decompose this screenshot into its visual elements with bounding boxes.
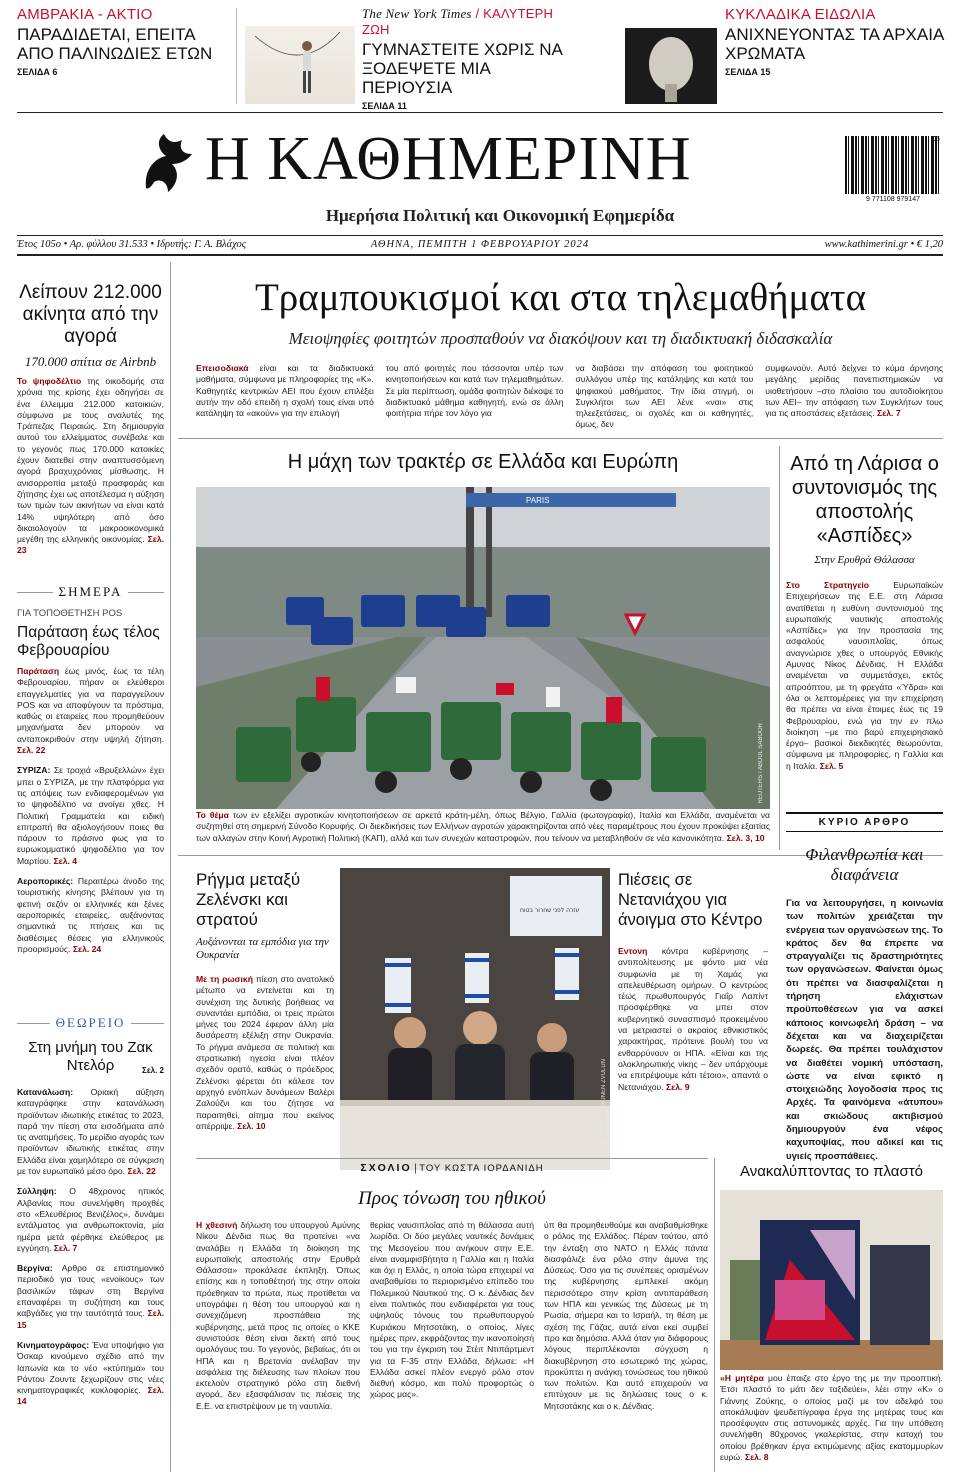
netanyahu-headline: Πιέσεις σε Νετανιάχου για άνοιγμα στο Κέντρο <box>618 871 763 929</box>
theoreio-item-ref: Σελ. 14 <box>17 1385 164 1407</box>
griffin-logo <box>138 128 198 198</box>
teaser-kicker: ΚΥΚΛΑΔΙΚΑ ΕΙΔΩΛΙΑ <box>725 6 876 23</box>
netanyahu-story[interactable] <box>618 870 768 1130</box>
netanyahu-body <box>618 946 768 1130</box>
lead-col-4-text: συμφωνούν. Αυτό δείχνει το κύμα άρνησης μεγάλης μερίδας πανεπιστημιακών να υιοθετήσουν –στο πλαίσιο του αυτοδιοίκητου των ΑΕΙ– την απόφαση των Συγκλήτων τους για τις αποστάσεις εξετάσεις. <box>765 363 943 419</box>
housing-ref: Σελ. 23 <box>17 534 165 556</box>
teaser-2-photo <box>245 26 355 104</box>
teaser-page: ΣΕΛΙΔΑ 15 <box>725 67 771 77</box>
simera-item-key: ΣΥΡΙΖΑ: <box>17 765 54 776</box>
lead-ref: Σελ. 7 <box>877 408 901 419</box>
left-column-divider <box>170 262 171 1472</box>
comment-col-1-text: δήλωση του υπουργού Αμύνης Νίκου Δένδια πως θα προτείνει «να αναλάβει η Ελλάδα τη διοίκηση της ευρωπαϊκής αποστολής στην Ερυθρά Θάλασσα» προκάλεσε έκπληξη. Όπως επίσης και η τοποθέτησή της στην οποία πρόεθηκαν τα πρώτα, πως προτίθεται να υπογράψει η θέση του υπουργού και η συνεχιζόμενη προσπάθεια της κυβέρνησης, μετά προς τις οποίες ο ΚΚΕ συνιστούσε θέση είναι δεκτή από τους ομολόγους του. Το γεγονός, βεβαίως, ότι οι ΗΠΑ και η Βρετανία ανέλαβαν την ασφάλεια της διέλευσης των πλοίων που εκτελούν στρατηγικό ρόλο στη διεθνή αγορά, δεν εξασφάλισαν τις πιέσεις της Ε.Ε. να επιστρέψουν με τη ναυτιλία. <box>196 1220 360 1411</box>
theoreio-item-ref: Σελ. 7 <box>53 1242 78 1253</box>
theoreio-item-text: Ο 48χρονος ηπικός Αλβανίας που συνελήφθη προχθές στο «Ελευθέριος Βενιζέλος», δυνάμει εντάλματος για ανθρωποκτονία, μία ημέρα μετά φέρθηκε ελεύθερος με εγγύηση. <box>17 1186 164 1253</box>
teaser-1[interactable] <box>17 6 227 106</box>
masthead-title: Η ΚΑΘΗΜΕΡΙΝΗ <box>205 125 692 193</box>
teaser-headline: ΑΝΙΧΝΕΥΟΝΤΑΣ ΤΑ ΑΡΧΑΙΑ ΧΡΩΜΑΤΑ <box>725 25 944 63</box>
plastic-body <box>720 1373 943 1473</box>
comment-col-1 <box>196 1220 360 1472</box>
editorial[interactable] <box>786 845 943 1162</box>
theoreio-item-ref: Σελ. 15 <box>17 1308 164 1330</box>
netanyahu-text: κόντρα κυβέρνησης – αντιπολίτευσης με φόντο μια νέα συμφωνία με τη Χαμάς για απελευθέρωση ομήρων. Ο κεντρώος τέως πρωθυπουργός Γιαΐρ Λαπίντ προσφέρθηκε να μπει στον κυβερνητικό συνασπισμό προκειμένου να μετριαστεί ο ακραίος εθνικιστικός χαρακτήρας, πρότεινε βουλή του να ενθαρρύνουν οι ΗΠΑ. «Είναι και της ολοκληρωτικής νίκης – δεν υπάρχουμε να επιτρέψουμε κάτι τέτοιο», απαντά ο Νετανιάχου. <box>618 946 768 1092</box>
theoreio-label: ΘΕΩΡΕΙΟ <box>55 1015 126 1030</box>
simera-item[interactable] <box>17 876 164 955</box>
netanyahu-ref: Σελ. 9 <box>666 1081 690 1092</box>
lead-subhead: Μειοψηφίες φοιτητών προσπαθούν να διακόψουν και τη διαδικτυακή διδασκαλία <box>288 329 833 348</box>
lead-col-1 <box>196 363 374 425</box>
teaser-kicker-text: / ΚΑΛΥΤΕΡΗ ΖΩΗ <box>362 6 554 37</box>
theoreio-item[interactable] <box>17 1340 164 1408</box>
simera-label-row <box>17 584 164 600</box>
lead-col-2-text: του από φοιτητές που τάσσονται υπέρ των κινητοποιήσεων και κατά των τηλεμαθημάτων. Σε μία περίπτωση, ομάδα φοιτητών διέκοψε το διαδικτυακό μάθημα καθηγητή, ενώ σε άλλη φοιτήτρια πήρε τον λόγο για <box>385 363 564 419</box>
zelensky-ref: Σελ. 10 <box>237 1120 266 1131</box>
comment-col-2 <box>370 1220 534 1472</box>
simera-label: ΣΗΜΕΡΑ <box>58 584 123 599</box>
lead-col-1-text: είναι και τα διαδικτυακά μαθήματα, σύμφωνα με πληροφορίες της «Κ». Καθηγητές κεντρικών ΑΕΙ που έχουν επιλέξει αυτήν την οδό επειδή η σχολή τους είναι υπό κατάληψη τα «ακούν» για την επιλογή <box>196 363 374 419</box>
larisa-story[interactable] <box>786 452 943 771</box>
comment-sep: | <box>414 1163 420 1174</box>
theoreio-item-text: Οριακή αύξηση καταγράφηκε στην κατανάλωση προϊόντων ιδιωτικής ετικέτας το 2023, παρά την πίεση στα εισοδήματα από τις ανατιμήσεις. Το μερίδιο αγοράς των προϊόντων ιδιωτικής ετικέτας στην Ελλάδα είναι χαμηλότερο σε σύγκριση με τον ευρωπαϊκό μέσο όρο. <box>17 1087 164 1177</box>
lead-col-2 <box>386 363 564 425</box>
tractors-photo-credit: REUTERS / ABDUL SABOOR <box>758 722 764 803</box>
netanyahu-photo <box>340 868 610 1170</box>
pos-lead-word: Παράταση <box>17 666 60 676</box>
theoreio-item-ref: Σελ. 22 <box>127 1166 156 1177</box>
tractors-headline[interactable]: Η μάχη των τρακτέρ σε Ελλάδα και Ευρώπη <box>287 451 679 473</box>
theoreio-item-text: Ένα υποψήφιο για Όσκαρ κινούμενο σχέδιο από την Ιαπωνία και το νέο «κτύπημα» του Ράντου Ζουντε ξεχωρίζουν στις νέες κινηματογραφικές κυκλοφορίες. <box>17 1339 164 1396</box>
dateline-right: www.kathimerini.gr • € 1,20 <box>824 239 943 250</box>
theoreio-items <box>17 1087 164 1408</box>
simera-item-ref: Σελ. 24 <box>72 943 102 954</box>
dateline-bottom-rule <box>17 254 943 256</box>
comment-headline[interactable]: Προς τόνωση του ηθικού <box>358 1188 546 1209</box>
housing-text: της οικοδομής στα χρόνια της κρίσης έχει οδηγήσει σε ένα έλλειμμα 212.000 κατοικιών, σύμφωνα με τους αναλυτές της Τράπεζας Πειραιώς. Στη δημιουργία αυτού του ελλείμματος συνέβαλε και το γεγονός πως 170.000 κατοικίες έχουν διατεθεί στην αναπτυσσόμενη αγορά βραχυχρόνιας μίσθωσης. Η ανισορροπία μεταξύ προσφοράς και ζήτησης έχει ως αποτέλεσμα η αύξηση των τιμών των ακινήτων να είναι κατά 14% υψηλότερη από όσο δικαιολογούν τα μακροοικονομικά μεγέθη της ελληνικής οικονομίας. <box>17 376 164 545</box>
theoreio-label-row <box>17 1015 164 1031</box>
netanyahu-photo-credit: REUTERS / RONEN ZVULUN <box>601 1058 607 1140</box>
delors-ref: Σελ. 2 <box>142 1066 164 1075</box>
simera-item-key: Αερoπορικές: <box>17 876 78 887</box>
simera-section <box>17 584 164 964</box>
larisa-subhead: Στην Ερυθρά Θάλασσα <box>814 554 915 566</box>
screen-text: עזרה לפני שחרור בטוח <box>520 907 580 914</box>
teaser-3[interactable] <box>725 6 945 106</box>
lead-col-4 <box>765 363 943 425</box>
dateline-center: ΑΘΗΝΑ, ΠΕΜΠΤΗ 1 ΦΕΒΡΟΥΑΡΙΟΥ 2024 <box>370 239 590 250</box>
netanyahu-lead-word: Εντονη <box>618 946 648 956</box>
zelensky-story[interactable] <box>196 870 334 1142</box>
plastic-ref: Σελ. 8 <box>744 1452 769 1463</box>
editorial-headline: Φιλανθρωπία και διαφάνεια <box>805 845 924 884</box>
pos-kicker: ΓΙΑ ΤΟΠΟΘΕΤΗΣΗ POS <box>17 608 123 619</box>
teaser-3-photo <box>625 28 717 104</box>
comment-body <box>196 1220 708 1472</box>
plastic-divider <box>714 1158 715 1472</box>
pos-body <box>17 666 164 756</box>
comment-top-rule <box>196 1158 708 1159</box>
barcode <box>845 136 941 208</box>
lead-headline[interactable]: Τραμπουκισμοί και στα τηλεμαθήματα <box>254 276 867 319</box>
theoreio-item-key: Βεργίνα: <box>17 1263 62 1274</box>
editorial-label-box <box>786 812 943 832</box>
teaser-kicker: ΑΜΒΡΑΚΙΑ - ΑΚΤΙΟ <box>17 6 153 23</box>
housing-story[interactable] <box>17 282 164 568</box>
housing-body <box>17 376 164 568</box>
nyt-brand: The New York Times <box>362 6 472 21</box>
housing-lead-word: Το ψηφοδέλτιο <box>17 376 82 386</box>
tractors-lead-word: Το θέμα <box>196 810 229 820</box>
comment-col-2-text: θερίας ναυσιπλοΐας από τη θάλασσα αυτή λωρίδα. Οι δύο μεγάλες ναυτικές δυνάμεις της Μεσογείου που ανήκουν στην Ε.Ε. είναι αναμφισβήτητα η Γαλλία και η Ιταλία και όχι η Ελλάς, η οποία τώρα επιχειρεί να αναβαθμίσει το περιορισμένο επίπεδο του Πολεμικού Ναυτικού της. Ο κ. Δένδιας δεν είναι πολιτικός που ενδιαφέρεται για τους υψηλούς τόνους του πρωθυπουργού Κυριάκου Μητσοτάκη, ο οποίος, λίγες ημέρες πριν, εκφράζοντας την ικανοποίησή του για την έγκριση του Στέιτ Ντιπάρτμεντ για τα F-35 στην Ελλάδα, δήλωσε: «Η Ελλάδα ασκεί πλέον ενεργό ρόλο στον διεθνή κόσμο, και πολύ προφορτώς ο χώρος μας». <box>370 1220 534 1400</box>
comment-col-3 <box>544 1220 708 1472</box>
theoreio-item-key: Κατανάλωση: <box>17 1087 91 1097</box>
larisa-lead-word: Στο Στρατηγείο <box>786 580 870 590</box>
teaser-page: ΣΕΛΙΔΑ 6 <box>17 67 58 77</box>
pos-text: έως μινός, έως τα τέλη Φεβρουαρίου, πήραν οι ελεύθεροι επαγγελματίες για να παραγγείλουν POS και να αποφύγουν τα πρόστιμα, καθώς οι εταιρείες που προμηθεύουν μηχανήματα δεν μπορούν να ανταποκριθούν στην υψηλή ζήτηση. <box>17 666 164 744</box>
teaser-headline: ΓΥΜΝΑΣΤΕΙΤΕ ΧΩΡΙΣ ΝΑ ΞΟΔΕΨΕΤΕ ΜΙΑ ΠΕΡΙΟΥΣΙΑ <box>362 40 562 97</box>
housing-headline: Λείπουν 212.000 ακίνητα από την αγορά <box>19 282 162 347</box>
plastic-headline[interactable]: Ανακαλύπτοντας το πλαστό <box>740 1163 923 1180</box>
zelensky-lead-word: Με τη ρωσική <box>196 974 253 984</box>
theoreio-section <box>17 1015 164 1417</box>
comment-label-row <box>196 1162 708 1174</box>
plastic-lead-word: «Η μητέρα <box>720 1373 764 1383</box>
theoreio-item[interactable] <box>17 1087 164 1177</box>
dateline-top-rule <box>17 235 943 236</box>
larisa-headline: Από τη Λάρισα ο συντονισμός της αποστολής «Ασπίδες» <box>790 453 939 547</box>
teaser-bottom-rule <box>17 112 943 113</box>
larisa-body <box>786 580 943 771</box>
theoreio-item[interactable] <box>17 1263 164 1331</box>
tractors-photo <box>196 487 770 809</box>
theoreio-item-text: Αρθρο σε επιστημονικό περιοδικό για τους «ενοίκους» των βασιλικών τάφων στη Βεργίνα επαναφέρει τη συζήτηση και τους καβγάδες για την ταυτότητά τους. <box>17 1263 164 1319</box>
road-sign-text: PARIS <box>526 496 550 505</box>
comment-lead-word: Η χθεσινή <box>196 1220 238 1230</box>
lead-lead-word: Επεισοδιακά <box>196 363 249 373</box>
plastic-photo <box>720 1190 943 1370</box>
housing-subhead: 170.000 σπίτια σε Airbnb <box>24 354 157 369</box>
delors-headline: Στη μνήμη του Ζακ Ντελόρ <box>28 1039 153 1074</box>
lead-bottom-rule <box>178 438 943 439</box>
simera-item-text: Σε τροχιά «Βρυξελλών» έχει μπει ο ΣΥΡΙΖΑ, με την πλατφόρμα για τις απόψεις των ενδιαφερομένων για το ψηφοδέλτιο να ανοίγει χθες. Η Πολιτική Γραμματεία και ειδική επιτροπή θα αξιολογήσουν ποιες θα πάρουν το πράσινο φως για το ευρωκομματικό ψηφοδέλτιο για τον Μαρτίου. <box>17 765 164 866</box>
tractors-caption <box>196 810 770 846</box>
pos-ref: Σελ. 22 <box>17 745 46 756</box>
masthead-subtitle: Ημερήσια Πολιτική και Οικονομική Εφημερίδα <box>325 206 675 225</box>
pos-headline[interactable]: Παράταση έως τέλος Φεβρουαρίου <box>17 624 160 659</box>
teaser-divider <box>236 8 237 104</box>
lead-col-3 <box>575 363 754 430</box>
zelensky-text: πίεση στο ανατολικό μέτωπο να εντείνεται και τη συνέχιση της δυτικής βοήθειας να συναντάει εμπόδια, οι τρεις πρώτοι μήνες του 2024 έφεραν άλλη μία δυσάρεστη εξέλιξη στην Ουκρανία. Το ρήγμα ανάμεσα σε πολιτική και στρατιωτική ηγεσία είναι πλέον σχεδόν ορατό, καθώς ο πρόεδρος Ζελένσκι φέρεται ότι κάλεσε τον αρχηγό ενόπλων δυνάμεων Βαλέρι Ζαλούζνι και του ζήτησε να παραιτηθεί, αίτημα που εκείνος απέρριψε. <box>196 974 335 1131</box>
plastic-text: μου έπαιζε στο έργο της με την προοπτική. Έτσι πλαστό το μάτι δεν ταξιδεύει», λέει στην «Κ» ο Γιάννης Ζούκης, ο οποίος μαζί με τον αδελφό του αποκάλυψαν ψευδεπίγραφα έργα της μητέρας τους και προσέφυγαν στις αστυνομικές αρχές. Για την υπόθεση συνελήφθη 80χρονος γκαλερίστας, στην κατοχή του οποίου βρέθηκαν έργα εκτιμώμενης αξίας εκατομμυρίων ευρώ. <box>720 1373 943 1463</box>
simera-item-ref: Σελ. 4 <box>53 855 78 866</box>
lead-body <box>196 363 943 430</box>
tractors-caption-text: των εν εξελίξει αγροτικών κινητοποιήσεων σε αρκετά κράτη-μέλη, όπως Βέλγιο, Γαλλία (φωτογραφία), Ιταλία και Ελλάδα, αναμένεται να συζητηθεί στη σημερινή Σύνοδο Κορυφής. Οι διεκδικήσεις των Ελλήνων αγροτών χαρακτηρίζονται από νέες παραμέτρους που έχουν προκύψει εξαιτίας των αλλαγών στην Κοινή Αγροτική Πολιτική (ΚΑΠ), αλλά και των συνεχών καταστροφών, που τείνουν να μεταβληθούν σε νέα κανονικότητα. <box>196 810 771 843</box>
barcode-bars <box>845 136 941 194</box>
delors-story[interactable] <box>17 1039 164 1075</box>
theoreio-item-key: Σύλληψη: <box>17 1186 70 1197</box>
larisa-ref: Σελ. 5 <box>819 760 844 771</box>
zelensky-subhead: Αυξάνονται τα εμπόδια για την Ουκρανία <box>196 936 329 961</box>
barcode-number: 9 771108 979147 <box>866 196 920 203</box>
simera-item-text: Περαιτέρω άνοδο της τουριστικής κίνησης βλέπουν για τη φετινή σεζόν οι ελληνικές και ξένες αεροπορικές εταιρείες, αυξάνοντας σημαντικά τις πτήσεις και τις διαθέσιμες θέσεις για ελληνικούς προορισμούς. <box>17 876 164 954</box>
comment-author: ΤΟΥ ΚΩΣΤΑ ΙΟΡΔΑΝΙΔΗ <box>419 1163 544 1174</box>
teaser-kicker <box>362 6 572 37</box>
zelensky-headline: Ρήγμα μεταξύ Ζελένσκι και στρατού <box>196 870 301 929</box>
teaser-headline: ΠΑΡΑΔΙΔΕΤΑΙ, ΕΠΕΙΤΑ ΑΠΟ ΠΑΛΙΝΩΔΙΕΣ ΕΤΩΝ <box>17 25 213 63</box>
zelensky-body <box>196 974 334 1142</box>
right-column-divider <box>779 446 780 850</box>
simera-items <box>17 765 164 955</box>
editorial-label: ΚΥΡΙΟ ΑΡΘΡΟ <box>818 817 911 828</box>
dateline-left: Έτος 105ο • Αρ. φύλλου 31.533 • Ιδρυτής: Γ. Α. Βλάχος <box>17 239 247 250</box>
teaser-page: ΣΕΛΙΔΑ 11 <box>362 101 407 111</box>
teaser-2[interactable] <box>362 6 572 111</box>
tractors-ref: Σελ. 3, 10 <box>726 832 765 843</box>
simera-item[interactable] <box>17 765 164 867</box>
comment-col-3-text: ύπ θα προμηθευθούμε και αναβαθμίσθηκε ο ρόλος της Ελλάδος. Πέραν τούτου, από την ένταξη στο ΝΑΤΟ η Ελλάς πάντα διασφάλιζε ένα ρόλο στην άμυνα της Δύσεως. Όσο για τις συνέπειες ορισμένων της κυβέρνησης εμπλεκεί ακόμη περισσότερο στην κρίση αντιπαράθεση των ΗΠΑ και γενικώς της Δύσεως με τη Ρωσία, σήμερα και το Ισραήλ, τη θέση με σχέση της Γάζας, αυτά είναι εκεί συμβεί προ και δημόσια. Αλλά όταν για διάφορους λόγους περιπλέκονται σύγχυση η διακυβέρνηση στο εσωτερικό της χώρας, προκύπτει η ανάγκη τονώσεως του ηθικού των πολιτών. Και αυτό επιχειρούν να επιτύχουν με τις δηλώσεις τους ο κ. Μητσοτάκης και ο κ. Δένδιας. <box>544 1220 708 1411</box>
lead-col-3-text: να διαβάσει την απόφαση του φοιτητικού συλλόγου υπέρ της κατάληψης και κατά του ψηφιακού μαθήματος. Την ίδια στιγμή, οι Συγκλήτοι των ΑΕΙ λένε «ναι» στις τηλεεξετάσεις, οι σχολές και οι καθηγητές, όμως, δεν <box>575 363 754 430</box>
comment-label: ΣΧΟΛΙΟ <box>360 1162 412 1174</box>
theoreio-item[interactable] <box>17 1186 164 1254</box>
theoreio-item-key: Κινηματογράφος: <box>17 1339 93 1350</box>
editorial-body: Για να λειτουργήσει, η κοινωνία των πολιτών χρειάζεται την ενέργεια των οργανώσεων της. Το κράτος δεν θα έπρεπε να στραγγαλίζει τις δραστηριότητες των οργανώσεων. Φαίνεται όμως ότι πρέπει να διασφαλίζεται η τήρηση ελάχιστων προϋποθέσεων για να ασκεί κάποιος κοινωφελή δράση – να δέχεται και να διαχειρίζεται δωρεές. Θα πρέπει τουλάχιστον να διαθέτει νομική υπόσταση, ώστε να είναι εφικτό η στοιχειώδης λογοδοσία προς τις Αρχές. Τα φαινόμενα «άτυπου» και σκιώδους ακτιβισμού δημιουργούν ένα νέφος καχυποψίας, που αδικεί και τις υγιείς προσπάθειες. <box>786 898 943 1162</box>
barcode-issue: 05 <box>932 136 940 143</box>
larisa-text: Ευρωπαϊκών Επιχειρήσεων της Ε.Ε. στη Λάρισα ανατίθεται η ευθύνη συντονισμού της ευρωπαϊκής ναυτικής αποστολής «Ασπίδες» για την προστασία της ασφαλούς ναυσιπλοΐας, όπως αναγνώρισε χθες ο υπουργός Εθνικής Αμυνας Νίκος Δένδιας. Η Ελλάδα αναμένεται να συμμετάσχει, εκτός απροόπτου, με τη φρεγάτα «Ύδρα» και όλα οι λεπτομέρειες για την επιχείρηση θα πρέπει να είναι έτοιμες έως τις 19 Φεβρουαρίου, ενώ για την εν πλω διοίκηση –με πιο βαρύ επιχειρησιακό έργο– βασικοί διεκδικητές θεωρούνται, σύμφωνα με πληροφορίες, η Γαλλία και η Ιταλία. <box>786 580 943 771</box>
